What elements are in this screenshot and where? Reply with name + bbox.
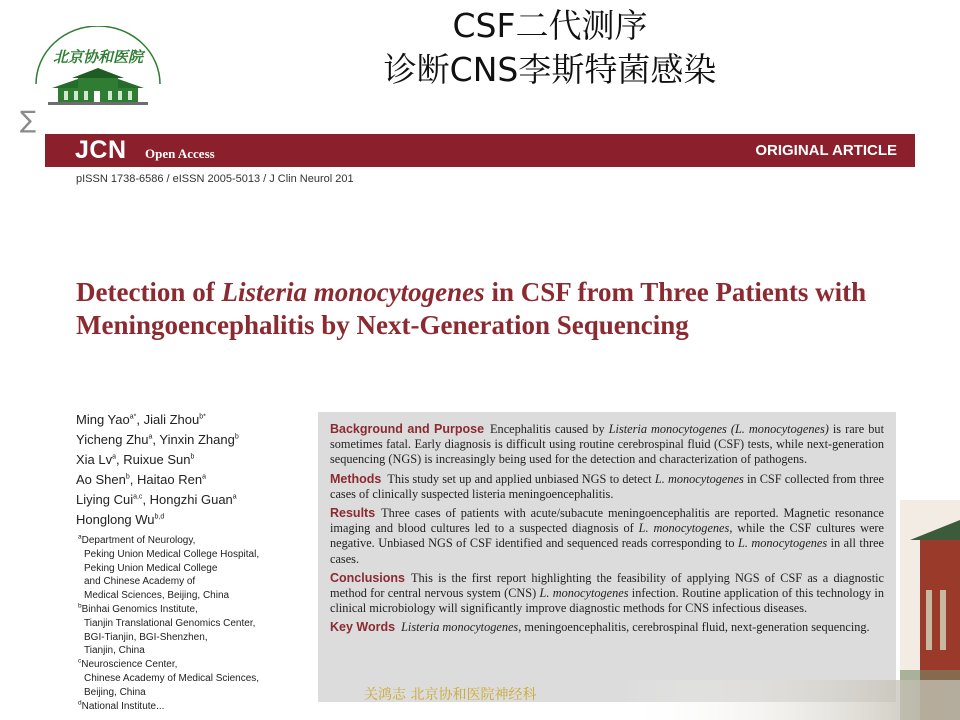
slide-title-line2: 诊断CNS李斯特菌感染 xyxy=(383,50,717,89)
affiliation-block xyxy=(78,700,318,714)
affiliation-line: Chinese Academy of Medical Sciences, xyxy=(84,672,260,684)
author-affiliation-mark: b,d xyxy=(154,513,165,521)
results-italic-2: L. monocytogenes xyxy=(737,536,828,551)
keywords-text: , meningoencephalitis, cerebrospinal fluid, next-generation sequencing. xyxy=(518,620,870,635)
results-italic: L. monocytogenes xyxy=(638,521,730,536)
author-separator: , xyxy=(129,472,138,487)
author-row xyxy=(76,490,306,510)
results-text-b: , while the CSF cultures were negative. Unbiased NGS of CSF identified and sequenced reads corresponding to xyxy=(330,521,884,551)
affiliation-line xyxy=(78,603,318,617)
results-text-a: Three cases of patients with acute/subacute meningoencephalitis are reported. Magnetic resonance imaging and blood cultures led to a suspected diagnosis of xyxy=(330,506,884,536)
author-affiliation-mark: a xyxy=(202,473,206,481)
author-separator: , xyxy=(142,492,150,507)
author-affiliation-mark: b xyxy=(125,473,130,481)
methods-text-b: in CSF collected from three cases of clinically suspected listeria meningoencephalitis. xyxy=(330,471,884,501)
affiliation-mark: d xyxy=(78,699,82,707)
abstract-methods xyxy=(330,472,884,502)
slide-title-line1: CSF二代测序 xyxy=(452,6,648,45)
author-affiliation-mark: b xyxy=(234,433,239,441)
article-type-label: ORIGINAL ARTICLE xyxy=(755,142,897,159)
affiliation-list xyxy=(78,534,318,713)
author-name: Liying Cui xyxy=(76,492,134,507)
open-access-label: Open Access xyxy=(145,146,215,161)
affiliation-line xyxy=(78,658,318,672)
background-italic: Listeria monocytogenes (L. monocytogenes) xyxy=(608,422,829,436)
background-heading: Background and Purpose xyxy=(330,422,485,436)
affiliation-block xyxy=(78,534,318,603)
footer-credit: 关鸿志 北京协和医院神经科 xyxy=(364,687,537,703)
conclusions-text-a: This is the first report highlighting the feasibility of applying NGS of CSF as a diagnostic method for central nervous system (CNS) xyxy=(330,570,884,601)
author-name: Hongzhi Guan xyxy=(149,492,233,507)
author-name: Ming Yao xyxy=(76,412,130,427)
affiliation-line: BGI-Tianjin, BGI-Shenzhen, xyxy=(84,631,208,643)
author-name: Haitao Ren xyxy=(137,472,203,487)
author-row xyxy=(76,510,306,530)
affiliation-block xyxy=(78,658,318,699)
affiliation-text: Neuroscience Center, xyxy=(81,659,178,671)
affiliation-text: National Institute... xyxy=(81,700,165,712)
journal-header-band xyxy=(45,134,915,167)
author-name: Honglong Wu xyxy=(76,512,155,527)
author-separator: , xyxy=(136,412,144,427)
author-affiliation-mark: a xyxy=(148,433,153,441)
affiliation-line: and Chinese Academy of xyxy=(84,576,196,588)
affiliation-line: Peking Union Medical College xyxy=(84,562,218,574)
abstract-box xyxy=(318,412,896,702)
methods-text-a: This study set up and applied unbiased NGS to detect xyxy=(387,471,655,486)
abstract-keywords xyxy=(330,620,884,635)
affiliation-mark: b xyxy=(78,602,82,610)
title-italic: Listeria monocytogenes xyxy=(221,277,485,307)
building-icon xyxy=(48,68,148,105)
author-row xyxy=(76,430,306,450)
author-name: Yinxin Zhang xyxy=(159,432,235,447)
methods-italic: L. monocytogenes xyxy=(654,471,744,486)
author-name: Jiali Zhou xyxy=(143,412,200,427)
title-part1: Detection of xyxy=(76,277,222,307)
author-row xyxy=(76,450,306,470)
author-row xyxy=(76,410,306,430)
affiliation-line: Peking Union Medical College Hospital, xyxy=(84,548,260,560)
results-text-c: in all three cases. xyxy=(330,536,885,566)
abstract-background xyxy=(330,422,884,468)
article-title xyxy=(76,276,876,342)
hospital-logo xyxy=(28,26,168,108)
conclusions-italic: L. monocytogenes xyxy=(539,586,629,601)
author-affiliation-mark: a,c xyxy=(133,493,143,501)
affiliation-line: Beijing, China xyxy=(84,686,146,698)
journal-name: JCN xyxy=(75,136,127,164)
results-heading: Results xyxy=(330,506,376,521)
author-name: Ruixue Sun xyxy=(123,452,191,467)
sigma-mark: ∑ xyxy=(20,106,37,134)
keywords-italic: Listeria monocytogenes xyxy=(401,620,519,635)
abstract-results xyxy=(330,506,884,567)
affiliation-line: Tianjin Translational Genomics Center, xyxy=(84,617,256,629)
affiliation-mark: a xyxy=(78,533,82,541)
author-name: Ao Shen xyxy=(76,472,126,487)
author-name: Yicheng Zhu xyxy=(76,432,149,447)
affiliation-mark: c xyxy=(78,657,82,665)
author-affiliation-mark: b* xyxy=(199,413,206,421)
affiliation-block xyxy=(78,603,318,658)
author-name: Xia Lv xyxy=(76,452,113,467)
author-affiliation-mark: a xyxy=(112,453,117,461)
affiliation-line xyxy=(78,534,318,548)
title-part2: in CSF from Three Patients with Meningoencephalitis by Next-Generation Sequencing xyxy=(76,277,867,340)
affiliation-line: Medical Sciences, Beijing, China xyxy=(84,590,230,602)
author-separator: , xyxy=(152,432,160,447)
landscape-photo-decoration xyxy=(620,680,960,720)
author-affiliation-mark: a xyxy=(232,493,237,501)
affiliation-line: Tianjin, China xyxy=(84,645,145,657)
issn-line: pISSN 1738-6586 / eISSN 2005-5013 / J Clin Neurol 201 xyxy=(76,173,354,185)
author-row xyxy=(76,470,306,490)
background-text-b: is rare but sometimes fatal. Early diagnosis is difficult using routine cerebrospinal fluid (CSF) tests, while next-generation sequencing (NGS) is increasingly being used for the detection and characterization of pathogens. xyxy=(330,422,884,467)
affiliation-text: Binhai Genomics Institute, xyxy=(81,603,198,615)
conclusions-heading: Conclusions xyxy=(330,570,406,585)
author-affiliation-mark: b xyxy=(190,453,195,461)
affiliation-text: Department of Neurology, xyxy=(81,535,196,546)
abstract-conclusions xyxy=(330,571,884,617)
methods-heading: Methods xyxy=(330,471,382,486)
background-text-a: Encephalitis caused by xyxy=(490,422,609,436)
affiliation-line xyxy=(78,700,318,714)
author-affiliation-mark: a* xyxy=(129,413,137,421)
logo-calligraphy: 北京协和医院 xyxy=(52,48,144,66)
conclusions-text-b: infection. Routine application of this technology in clinical microbiology will significantly improve diagnostic methods for CNS infectious diseases. xyxy=(330,586,884,616)
keywords-heading: Key Words xyxy=(330,620,396,635)
slide-title xyxy=(300,4,800,92)
author-list xyxy=(76,410,306,530)
author-separator: , xyxy=(116,452,124,467)
